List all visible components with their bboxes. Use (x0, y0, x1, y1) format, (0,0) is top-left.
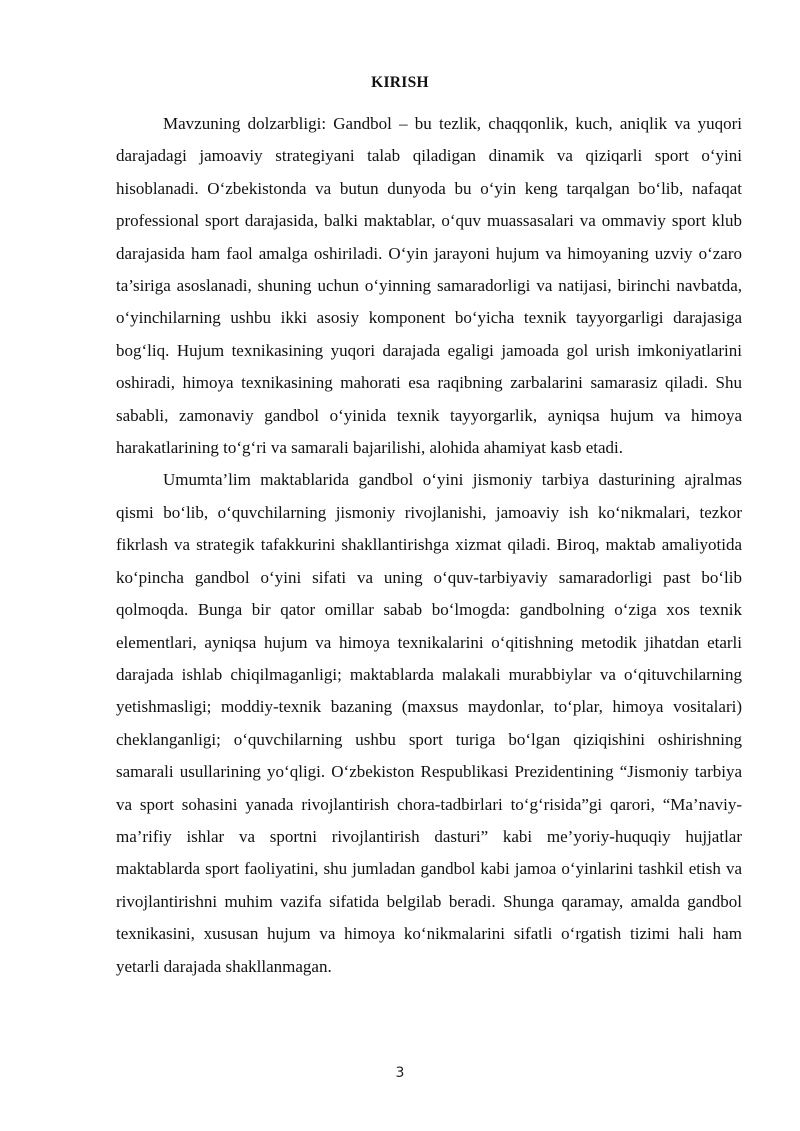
paragraph-relevance: Mavzuning dolzarbligi: Gandbol – bu tezlik, chaqqonlik, kuch, aniqlik va yuqori darajadagi jamoaviy strategiyani talab qiladigan dinamik va qiziqarli sport o‘yini hisoblanadi. O‘zbekistonda va butun dunyoda bu o‘yin keng tarqalgan bo‘lib, nafaqat professional sport darajasida, balki maktablar, o‘quv muassasalari va ommaviy sport klub darajasida ham faol amalga oshiriladi. O‘yin jarayoni hujum va himoyaning uzviy o‘zaro ta’siriga asoslanadi, shuning uchun o‘yinning samaradorligi va natijasi, birinchi navbatda, o‘yinchilarning ushbu ikki asosiy komponent bo‘yicha texnik tayyorgarligi darajasiga bog‘liq. Hujum texnikasining yuqori darajada egaligi jamoada gol urish imkoniyatlarini oshiradi, himoya texnikasining mahorati esa raqibning zarbalarini samarasiz qiladi. Shu sababli, zamonaviy gandbol o‘yinida texnik tayyorgarlik, ayniqsa hujum va himoya harakatlarining to‘g‘ri va samarali bajarilishi, alohida ahamiyat kasb etadi. (116, 114, 742, 458)
section-title: KIRISH (371, 74, 429, 91)
body-text (116, 108, 742, 983)
page-number: 3 (395, 1065, 405, 1081)
paragraph-schools: Umumta’lim maktablarida gandbol o‘yini jismoniy tarbiya dasturining ajralmas qismi bo‘lib, o‘quvchilarning jismoniy rivojlanishi, jamoaviy ish ko‘nikmalari, tezkor fikrlash va strategik tafakkurini shakllantirishga xizmat qiladi. Biroq, maktab amaliyotida ko‘pincha gandbol o‘yini sifati va uning o‘quv-tarbiyaviy samaradorligi past bo‘lib qolmoqda. Bunga bir qator omillar sabab bo‘lmogda: gandbolning o‘ziga xos texnik elementlari, ayniqsa hujum va himoya texnikalarini o‘qitishning metodik jihatdan etarli darajada ishlab chiqilmaganligi; maktablarda malakali murabbiylar va o‘qituvchilarning yetishmasligi; moddiy-texnik bazaning (maxsus maydonlar, to‘plar, himoya vositalari) cheklanganligi; o‘quvchilarning ushbu sport turiga bo‘lgan qiziqishini oshirishning samarali usullarining yo‘qligi. O‘zbekiston Respublikasi Prezidentining “Jismoniy tarbiya va sport sohasini yanada rivojlantirish chora-tadbirlari to‘g‘risida”gi qarori, “Ma’naviy-ma’rifiy ishlar va sportni rivojlantirish dasturi” kabi me’yoriy-huquqiy hujjatlar maktablarda sport faoliyatini, shu jumladan gandbol kabi jamoa o‘yinlarini tashkil etish va rivojlantirishni muhim vazifa sifatida belgilab beradi. Shunga qaramay, amalda gandbol texnikasini, xususan hujum va himoya ko‘nikmalarini sifatli o‘rgatish tizimi hali ham yetarli darajada shakllanmagan. (116, 470, 742, 976)
